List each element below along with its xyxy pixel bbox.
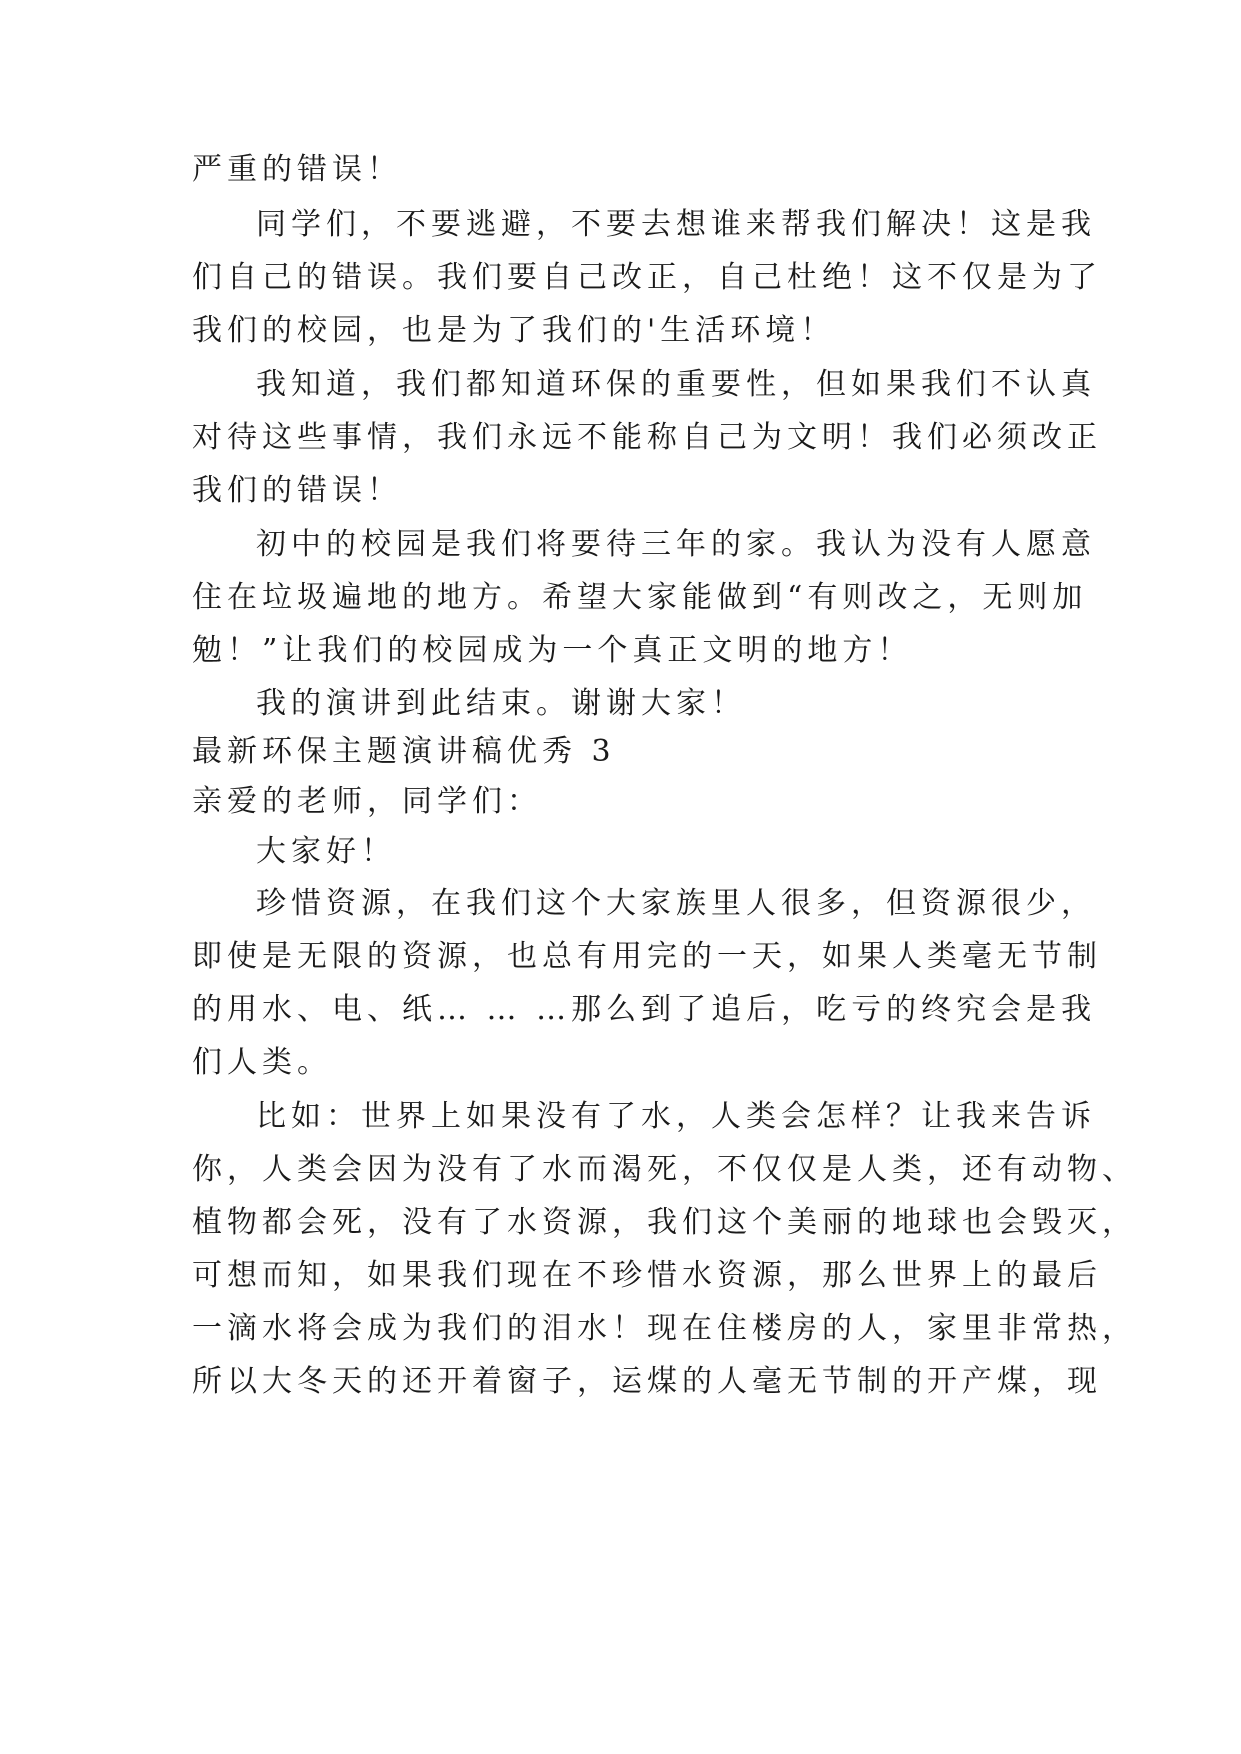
paragraph-line: 我知道，我们都知道环保的重要性，但如果我们不认真 <box>256 367 1096 402</box>
paragraph-line: 严重的错误！ <box>192 152 402 187</box>
paragraph-line: 同学们，不要逃避，不要去想谁来帮我们解决！这是我 <box>256 207 1096 242</box>
paragraph-line: 一滴水将会成为我们的泪水！现在住楼房的人，家里非常热， <box>192 1311 1137 1346</box>
paragraph-line: 我们的错误！ <box>192 473 402 508</box>
paragraph-line: 植物都会死，没有了水资源，我们这个美丽的地球也会毁灭， <box>192 1205 1137 1240</box>
paragraph-line: 珍惜资源，在我们这个大家族里人很多，但资源很少， <box>256 886 1096 921</box>
paragraph-line: 可想而知，如果我们现在不珍惜水资源，那么世界上的最后 <box>192 1258 1102 1293</box>
section-heading: 最新环保主题演讲稿优秀 3 <box>192 734 616 769</box>
paragraph-line: 我们的校园，也是为了我们的'生活环境！ <box>192 313 836 348</box>
paragraph-line: 们自己的错误。我们要自己改正，自己杜绝！这不仅是为了 <box>192 260 1102 295</box>
greeting: 大家好！ <box>256 834 396 869</box>
paragraph-line: 比如：世界上如果没有了水，人类会怎样？让我来告诉 <box>256 1099 1096 1134</box>
paragraph-line: 对待这些事情，我们永远不能称自己为文明！我们必须改正 <box>192 420 1102 455</box>
paragraph-line: 即使是无限的资源，也总有用完的一天，如果人类毫无节制 <box>192 939 1102 974</box>
paragraph-line: 的用水、电、纸… … …那么到了追后，吃亏的终究会是我 <box>192 992 1097 1027</box>
paragraph-line: 住在垃圾遍地的地方。希望大家能做到“有则改之，无则加 <box>192 580 1088 615</box>
paragraph-line: 勉！”让我们的校园成为一个真正文明的地方！ <box>192 633 913 668</box>
paragraph-line: 初中的校园是我们将要待三年的家。我认为没有人愿意 <box>256 527 1096 562</box>
paragraph-line: 我的演讲到此结束。谢谢大家！ <box>256 686 746 721</box>
paragraph-line: 所以大冬天的还开着窗子，运煤的人毫无节制的开产煤，现 <box>192 1364 1102 1399</box>
paragraph-line: 你，人类会因为没有了水而渴死，不仅仅是人类，还有动物、 <box>192 1152 1137 1187</box>
paragraph-line: 们人类。 <box>192 1045 332 1080</box>
salutation: 亲爱的老师，同学们： <box>192 784 542 819</box>
